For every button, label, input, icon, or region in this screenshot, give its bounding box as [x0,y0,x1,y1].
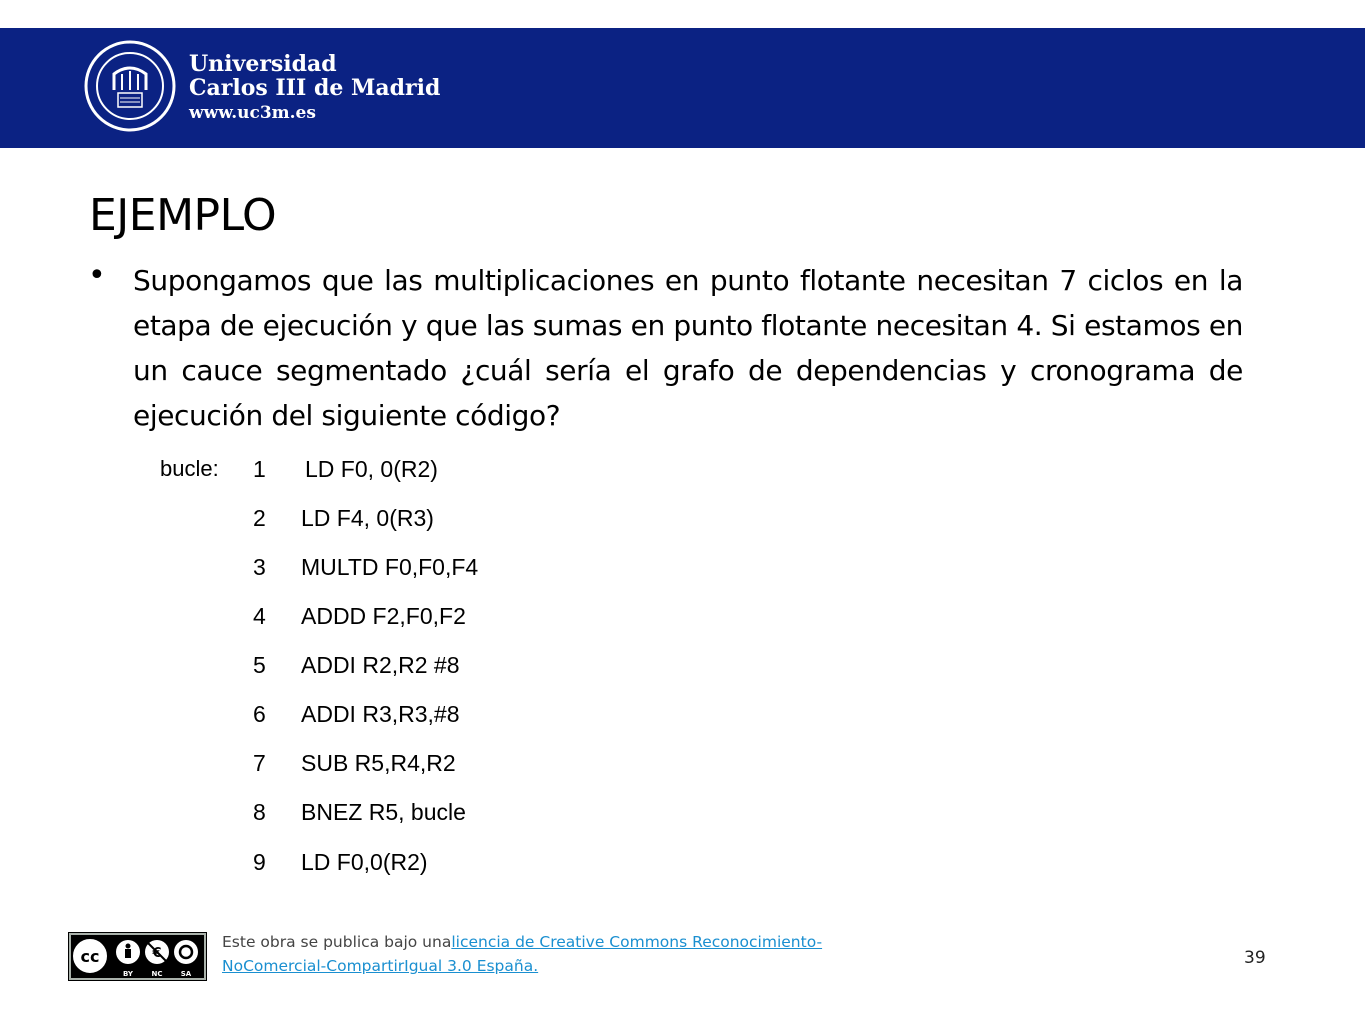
license-notice [222,930,822,978]
code-instruction: SUB R5,R4,R2 [301,750,456,776]
code-instruction: LD F4, 0(R3) [301,505,434,531]
university-name-line2: Carlos III de Madrid [189,75,441,101]
code-label: bucle: [160,456,219,481]
bullet-marker: • [88,258,106,293]
license-link[interactable]: licencia de Creative Commons Reconocimiento- [451,933,823,951]
license-link-continued[interactable]: NoComercial-CompartirIgual 3.0 España. [222,957,539,975]
university-seal-icon [84,40,176,132]
code-instruction: ADDI R2,R2 #8 [301,652,460,678]
page-number: 39 [1244,948,1266,968]
problem-paragraph: Supongamos que las multiplicaciones en punto flotante necesitan 7 ciclos en la etapa de ejecución y que las sumas en punto flotante necesitan 4. Si estamos en un cauce segmentado ¿cuál sería el grafo de dependencias y cronograma de ejecución del siguiente código? [133,264,1243,432]
code-line-number: 5 [253,652,266,678]
code-line-number: 9 [253,849,266,875]
svg-text:€: € [152,946,162,961]
code-line-number: 1 [253,456,266,482]
code-instruction: LD F0,0(R2) [301,849,428,875]
slide-title: EJEMPLO [89,190,277,241]
code-instruction: ADDD F2,F0,F2 [301,603,466,629]
svg-text:NC: NC [151,970,163,978]
svg-text:SA: SA [180,970,192,978]
code-line-number: 6 [253,701,266,727]
code-line-number: 7 [253,750,266,776]
code-line-number: 8 [253,799,266,825]
code-instruction: MULTD F0,F0,F4 [301,554,479,580]
code-instruction: LD F0, 0(R2) [305,456,438,482]
code-line-number: 3 [253,554,266,580]
university-website: www.uc3m.es [189,103,316,123]
university-logo-text [189,52,440,126]
code-line-number: 2 [253,505,266,531]
code-instruction: ADDI R3,R3,#8 [301,701,460,727]
svg-text:BY: BY [122,970,134,978]
university-name-line1: Universidad [189,51,337,77]
svg-text:cc: cc [80,947,100,966]
code-instruction: BNEZ R5, bucle [301,799,466,825]
creative-commons-badge-icon [68,932,207,981]
license-prefix: Este obra se publica bajo una [222,933,452,951]
code-line-number: 4 [253,603,266,629]
